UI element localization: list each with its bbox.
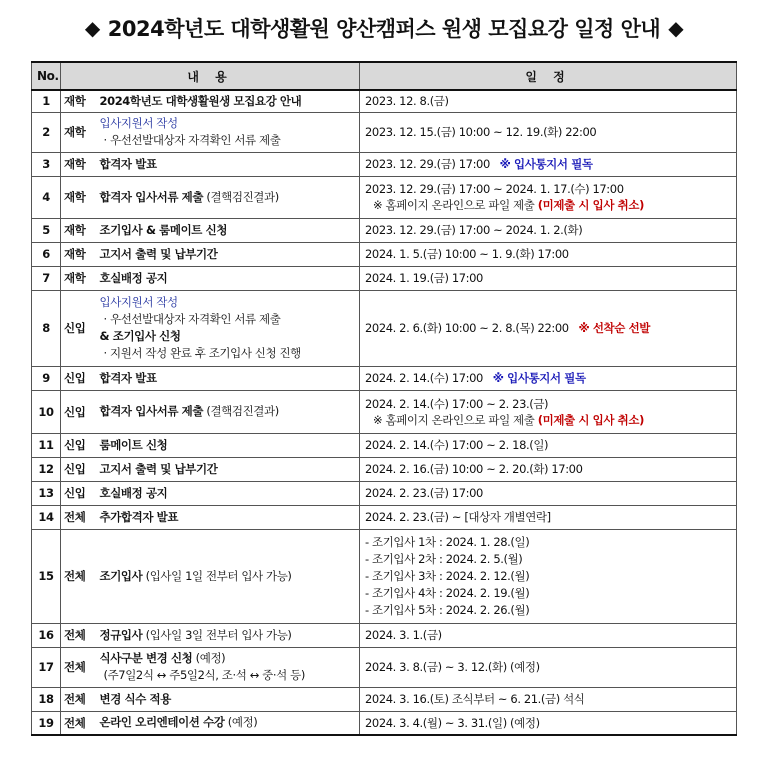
- row-content-detail: · 우선선발대상자 자격확인 서류 제출: [103, 312, 281, 326]
- row-group: 재학: [61, 152, 97, 176]
- row-content: 추가합격자 발표: [99, 509, 179, 524]
- schedule-table: [31, 61, 737, 736]
- row-group: 재학: [61, 266, 97, 290]
- table-row: [32, 366, 737, 390]
- row-content: 입사지원서 작성: [99, 295, 178, 309]
- row-group: 신입: [61, 457, 97, 481]
- first-come-note: ※ 선착순 선발: [578, 321, 651, 335]
- row-no: 4: [32, 176, 61, 218]
- row-schedule: 2024. 2. 23.(금) ~ [대상자 개별연락]: [365, 510, 551, 524]
- cancel-warning: (미제출 시 입사 취소): [537, 198, 644, 212]
- row-no: 15: [32, 529, 61, 623]
- row-content: 고지서 출력 및 납부기간: [99, 246, 218, 261]
- row-content: 변경 식수 적용: [99, 691, 171, 706]
- row-schedule: 2024. 2. 16.(금) 10:00 ~ 2. 20.(화) 17:00: [365, 462, 583, 476]
- diamond-left-icon: ◆: [84, 16, 100, 40]
- row-content-note: (입사일 3일 전부터 입사 가능): [145, 627, 292, 642]
- row-no: 6: [32, 242, 61, 266]
- row-group: 전체: [61, 623, 97, 647]
- row-schedule: 2023. 12. 29.(금) 17:00 ~ 2024. 1. 2.(화): [365, 223, 583, 237]
- row-group: 재학: [61, 242, 97, 266]
- row-group: 전체: [61, 711, 97, 735]
- table-row: [32, 176, 737, 218]
- diamond-right-icon: ◆: [668, 16, 684, 40]
- row-no: 13: [32, 481, 61, 505]
- row-content-note: (예정): [195, 651, 226, 665]
- row-content: 고지서 출력 및 납부기간: [99, 461, 218, 476]
- row-no: 10: [32, 390, 61, 433]
- table-row: [32, 266, 737, 290]
- table-row: [32, 457, 737, 481]
- row-content: 입사지원서 작성: [99, 116, 178, 130]
- table-row: [32, 529, 737, 623]
- row-content: 합격자 입사서류 제출: [99, 189, 204, 204]
- row-no: 1: [32, 90, 61, 112]
- row-schedule: 2024. 2. 14.(수) 17:00 ~ 2. 18.(일): [365, 438, 549, 452]
- title-text: 2024학년도 대학생활원 양산캠퍼스 원생 모집요강 일정 안내: [107, 17, 661, 41]
- upload-note: ※ 홈페이지 온라인으로 파일 제출: [373, 198, 535, 212]
- row-content-detail: · 지원서 작성 완료 후 조기입사 신청 진행: [103, 346, 301, 360]
- header-schedule: 일 정: [360, 62, 737, 90]
- table-row: [32, 242, 737, 266]
- row-group: 전체: [61, 647, 97, 687]
- page-title: [0, 0, 768, 56]
- row-content: 조기입사: [99, 568, 143, 583]
- row-group: 신입: [61, 433, 97, 457]
- row-schedule: 2024. 2. 14.(수) 17:00: [365, 371, 483, 385]
- row-no: 18: [32, 687, 61, 711]
- row-content: 룸메이트 신청: [99, 437, 168, 452]
- row-schedule: 2023. 12. 8.(금): [365, 94, 449, 109]
- row-content: 조기입사 & 룸메이트 신청: [99, 222, 228, 237]
- early-entry-item: - 조기입사 4차 : 2024. 2. 19.(월): [365, 585, 530, 600]
- row-group: 전체: [61, 687, 97, 711]
- table-row: [32, 433, 737, 457]
- row-content-detail: (주7일2식 ↔ 주5일2식, 조·석 ↔ 중·석 등): [103, 668, 305, 682]
- row-schedule: 2024. 2. 23.(금) 17:00: [365, 486, 483, 500]
- row-group: 재학: [61, 112, 97, 152]
- table-row: [32, 623, 737, 647]
- row-schedule: 2023. 12. 29.(금) 17:00: [365, 157, 490, 171]
- table-row: [32, 152, 737, 176]
- table-row: [32, 505, 737, 529]
- table-row: [32, 647, 737, 687]
- row-group: 재학: [61, 218, 97, 242]
- row-content-note: (결핵검진결과): [206, 189, 279, 204]
- notice-note: ※ 입사통지서 필독: [499, 157, 593, 171]
- cancel-warning: (미제출 시 입사 취소): [537, 412, 644, 427]
- table-row: [32, 390, 737, 433]
- table-row: [32, 687, 737, 711]
- row-group: 신입: [61, 366, 97, 390]
- row-no: 5: [32, 218, 61, 242]
- row-no: 19: [32, 711, 61, 735]
- row-content: 합격자 발표: [99, 370, 157, 385]
- row-no: 3: [32, 152, 61, 176]
- row-content: 합격자 발표: [99, 156, 157, 171]
- row-schedule: 2024. 3. 1.(금): [365, 628, 442, 642]
- row-no: 8: [32, 290, 61, 366]
- early-entry-item: - 조기입사 5차 : 2024. 2. 26.(월): [365, 602, 530, 617]
- table-row: [32, 112, 737, 152]
- row-no: 2: [32, 112, 61, 152]
- row-schedule: 2023. 12. 29.(금) 17:00 ~ 2024. 1. 17.(수) 17:00: [365, 182, 624, 196]
- early-entry-item: - 조기입사 3차 : 2024. 2. 12.(월): [365, 568, 530, 583]
- row-schedule: 2024. 3. 4.(월) ~ 3. 31.(일) (예정): [365, 715, 540, 730]
- row-content: 2024학년도 대학생활원생 모집요강 안내: [99, 93, 302, 108]
- table-header-row: [32, 62, 737, 90]
- row-schedule: 2024. 2. 14.(수) 17:00 ~ 2. 23.(금): [365, 396, 549, 411]
- row-schedule: 2024. 3. 16.(토) 조식부터 ~ 6. 21.(금) 석식: [365, 692, 585, 706]
- row-group: 신입: [61, 290, 97, 366]
- row-content: 온라인 오리엔테이션 수강: [99, 715, 225, 730]
- row-schedule: 2024. 1. 19.(금) 17:00: [365, 271, 483, 285]
- row-no: 9: [32, 366, 61, 390]
- row-content-note: (결핵검진결과): [206, 404, 279, 418]
- early-entry-item: - 조기입사 2차 : 2024. 2. 5.(월): [365, 551, 523, 566]
- row-content-early: & 조기입사 신청: [99, 329, 181, 343]
- row-no: 7: [32, 266, 61, 290]
- row-no: 14: [32, 505, 61, 529]
- row-schedule: 2024. 1. 5.(금) 10:00 ~ 1. 9.(화) 17:00: [365, 247, 569, 261]
- row-content: 합격자 입사서류 제출: [99, 404, 204, 418]
- row-content: 식사구분 변경 신청: [99, 651, 193, 665]
- upload-note: ※ 홈페이지 온라인으로 파일 제출: [373, 412, 535, 427]
- header-no: No.: [32, 62, 61, 90]
- table-row: [32, 711, 737, 735]
- header-content: 내 용: [61, 62, 360, 90]
- row-content-note: (입사일 1일 전부터 입사 가능): [145, 568, 292, 583]
- row-schedule: 2024. 3. 8.(금) ~ 3. 12.(화) (예정): [365, 660, 540, 674]
- row-content: 정규입사: [99, 627, 143, 642]
- row-group: 전체: [61, 505, 97, 529]
- row-schedule: 2024. 2. 6.(화) 10:00 ~ 2. 8.(목) 22:00: [365, 321, 569, 335]
- notice-note: ※ 입사통지서 필독: [492, 371, 586, 385]
- table-row: [32, 218, 737, 242]
- table-row: [32, 90, 737, 112]
- early-entry-item: - 조기입사 1차 : 2024. 1. 28.(일): [365, 534, 530, 549]
- row-no: 16: [32, 623, 61, 647]
- row-no: 12: [32, 457, 61, 481]
- row-schedule: 2023. 12. 15.(금) 10:00 ~ 12. 19.(화) 22:00: [365, 125, 597, 139]
- table-row: [32, 290, 737, 366]
- row-no: 11: [32, 433, 61, 457]
- row-no: 17: [32, 647, 61, 687]
- row-content: 호실배정 공지: [99, 270, 168, 285]
- row-content-detail: · 우선선발대상자 자격확인 서류 제출: [103, 133, 281, 147]
- row-content: 호실배정 공지: [99, 485, 168, 500]
- row-group: 전체: [61, 529, 97, 623]
- row-group: 재학: [61, 176, 97, 218]
- row-group: 재학: [61, 90, 97, 112]
- row-group: 신입: [61, 390, 97, 433]
- row-group: 신입: [61, 481, 97, 505]
- table-row: [32, 481, 737, 505]
- row-content-note: (예정): [227, 715, 258, 730]
